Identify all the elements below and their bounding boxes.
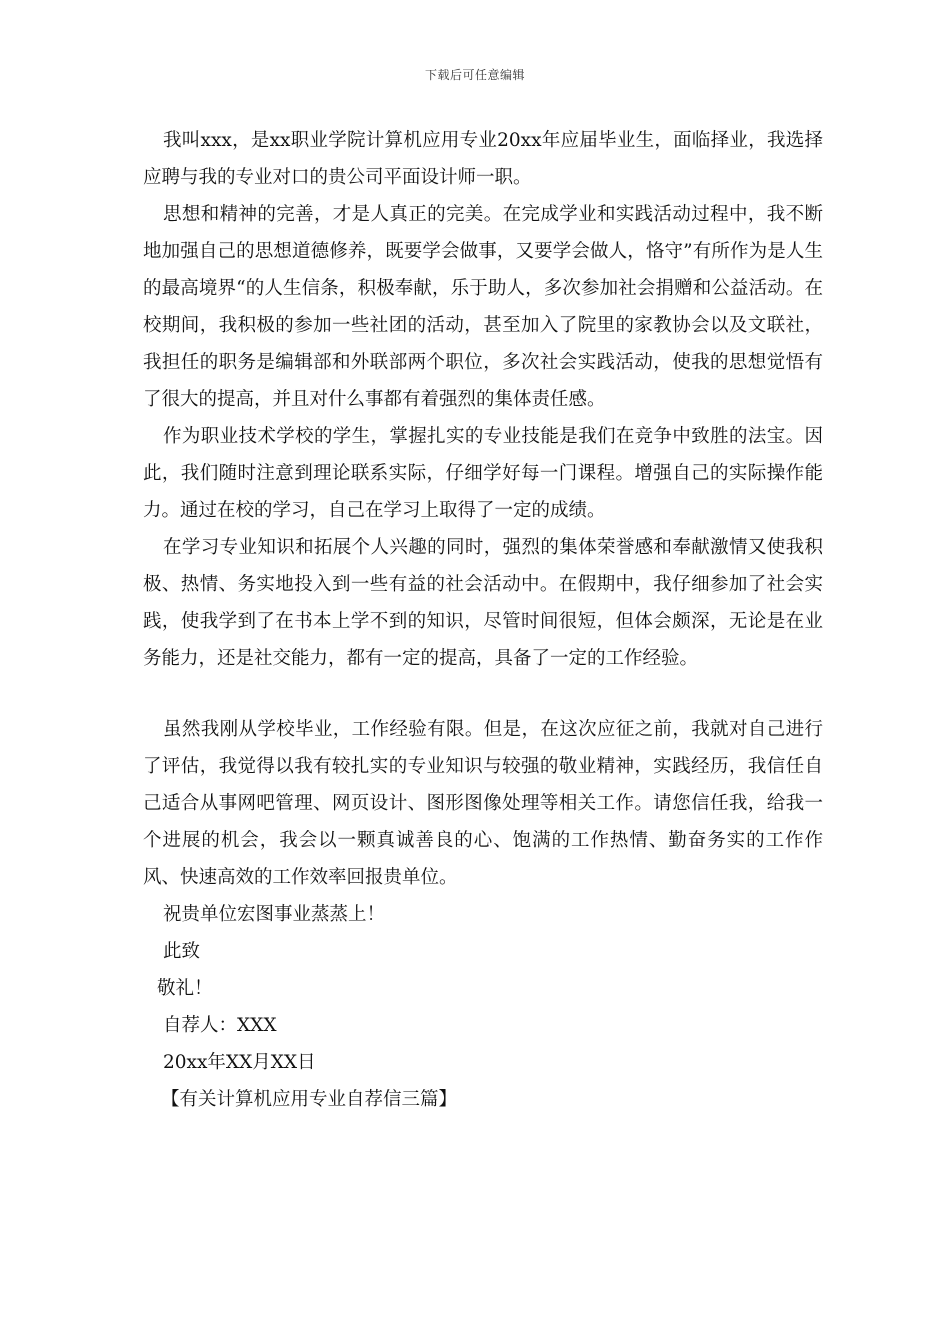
footer-title: 【有关计算机应用专业自荐信三篇】 — [161, 1089, 458, 1110]
signature: 自荐人：XXX — [163, 1015, 277, 1036]
closing-wish: 祝贵单位宏图事业蒸蒸上！ — [163, 904, 386, 925]
header-note: 下载后可任意编辑 — [424, 68, 525, 82]
paragraph-character: 思想和精神的完善，才是人真正的完美。在完成学业和实践活动过程中，我不断地加强自己的思想道德修养，既要学会做事，又要学会做人，恪守”有所作为是人生的最高境界“的人生信条，积极奉献，乐于助人，多次参加社会捐赠和公益活动。在校期间，我积极的参加一些社团的活动，甚至加入了院里的家教协会以及文联社，我担任的职务是编辑部和外联部两个职位，多次社会实践活动，使我的思想觉悟有了很大的提高，并且对什么事都有着强烈的集体责任感。 — [143, 204, 823, 410]
paragraph-practice: 在学习专业知识和拓展个人兴趣的同时，强烈的集体荣誉感和奉献激情又使我积极、热情、务实地投入到一些有益的社会活动中。在假期中，我仔细参加了社会实践，使我学到了在书本上学不到的知识，尽管时间很短，但体会颇深，无论是在业务能力，还是社交能力，都有一定的提高，具备了一定的工作经验。 — [143, 537, 823, 669]
paragraph-skills: 作为职业技术学校的学生，掌握扎实的专业技能是我们在竞争中致胜的法宝。因此，我们随时注意到理论联系实际，仔细学好每一门课程。增强自己的实际操作能力。通过在校的学习，自己在学习上取得了一定的成绩。 — [143, 426, 823, 521]
paragraph-request: 虽然我刚从学校毕业，工作经验有限。但是，在这次应征之前，我就对自己进行了评估，我觉得以我有较扎实的专业知识与较强的敬业精神，实践经历，我信任自己适合从事网吧管理、网页设计、图形图像处理等相关工作。请您信任我，给我一个进展的机会，我会以一颗真诚善良的心、饱满的工作热情、勤奋务实的工作作风、快速高效的工作效率回报贵单位。 — [143, 719, 823, 888]
letter-body — [143, 122, 823, 1118]
paragraph-gap — [143, 677, 823, 711]
paragraph-intro: 我叫xxx，是xx职业学院计算机应用专业20xx年应届毕业生，面临择业，我选择应聘与我的专业对口的贵公司平面设计师一职。 — [143, 130, 823, 188]
closing-jingli: 敬礼！ — [157, 978, 213, 999]
closing-zhi: 此致 — [163, 941, 201, 962]
letter-date: 20xx年XX月XX日 — [163, 1052, 316, 1073]
